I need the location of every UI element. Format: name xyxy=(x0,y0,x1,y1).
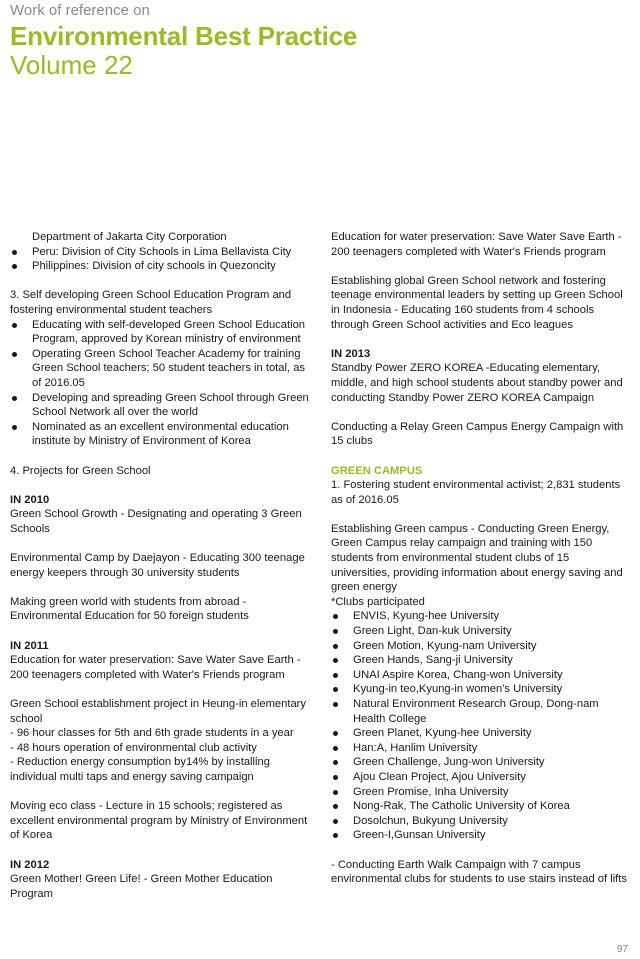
list-item: Educating with self-developed Green School Education Program, approved by Korean ministry of environment xyxy=(10,318,312,347)
list-item: Peru: Division of City Schools in Lima Bellavista City xyxy=(10,245,312,260)
list-item: Nominated as an excellent environmental education institute by Ministry of Environment of Korea xyxy=(10,420,312,449)
paragraph: Environmental Camp by Daejayon - Educating 300 teenage energy keepers through 30 university students xyxy=(10,552,305,579)
header-title: Environmental Best Practice xyxy=(10,21,358,51)
list-item: Kyung-in teo,Kyung-in women's University xyxy=(331,682,631,697)
paragraph-line: - 96 hour classes for 5th and 6th grade students in a year xyxy=(10,727,294,740)
paragraph-line: - Reduction energy consumption by14% by installing individual multi taps and energy saving campaign xyxy=(10,756,270,783)
list-item: ENVIS, Kyung-hee University xyxy=(331,609,631,624)
paragraph: Green School establishment project in Heung-in elementary school xyxy=(10,698,307,725)
paragraph: 1. Fostering student environmental activist; 2,831 students as of 2016.05 xyxy=(331,479,621,506)
year-2013-heading: IN 2013 xyxy=(331,347,371,360)
left-column xyxy=(10,230,312,901)
country-list xyxy=(10,245,312,274)
header-pretitle: Work of reference on xyxy=(10,2,150,19)
paragraph-line: - 48 hours operation of environmental club activity xyxy=(10,741,257,754)
paragraph: Establishing global Green School network and fostering teenage environmental leaders by setting up Green School in Indonesia - Educating 160 students from 4 schools through Green School activities and Eco leagues xyxy=(331,274,623,331)
clubs-label: *Clubs participated xyxy=(331,595,425,608)
paragraph: Conducting a Relay Green Campus Energy Campaign with 15 clubs xyxy=(331,420,624,448)
paragraph: Moving eco class - Lecture in 15 schools; registered as excellent environmental program by Ministry of Environment of Korea xyxy=(10,800,308,842)
list-item: Developing and spreading Green School through Green School Network all over the world xyxy=(10,391,312,420)
list-item: Green Challenge, Jung-won University xyxy=(331,755,631,770)
list-item: Ajou Clean Project, Ajou University xyxy=(331,770,631,785)
list-item: Green-I,Gunsan University xyxy=(331,828,631,843)
page-header xyxy=(10,2,357,80)
paragraph: Green School Growth - Designating and operating 3 Green Schools xyxy=(10,508,302,535)
list-item: Green Planet, Kyung-hee University xyxy=(331,726,631,741)
continued-text: Department of Jakarta City Corporation xyxy=(32,231,227,243)
green-campus-heading: GREEN CAMPUS xyxy=(331,464,423,477)
list-item: Nong-Rak, The Catholic University of Korea xyxy=(331,799,631,814)
list-item: Philippines: Division of city schools in Quezoncity xyxy=(10,259,312,274)
list-item: Green Motion, Kyung-nam University xyxy=(331,639,631,654)
paragraph: Education for water preservation: Save Water Save Earth - 200 teenagers completed with Water's Friends program xyxy=(10,654,301,681)
section-3-list xyxy=(10,318,312,449)
list-item: Natural Environment Research Group, Dong-nam Health College xyxy=(331,697,631,726)
list-item: Han:A, Hanlim University xyxy=(331,741,631,756)
paragraph: Making green world with students from abroad - Environmental Education for 50 foreign students xyxy=(10,595,249,623)
paragraph: Standby Power ZERO KOREA -Educating elementary, middle, and high school students about standby power and conducting Standby Power ZERO KOREA Campaign xyxy=(331,362,623,404)
year-2012-heading: IN 2012 xyxy=(10,858,50,871)
list-item: Green Promise, Inha University xyxy=(331,785,631,800)
paragraph: Establishing Green campus - Conducting Green Energy, Green Campus relay campaign and training with 150 students from environmental student clubs of 15 universities, providing information about energy saving and green energy xyxy=(331,522,623,594)
year-2011-heading: IN 2011 xyxy=(10,639,49,652)
list-item: UNAI Aspire Korea, Chang-won University xyxy=(331,668,631,683)
paragraph: - Conducting Earth Walk Campaign with 7 campus environmental clubs for students to use stairs instead of lifts xyxy=(331,858,627,886)
clubs-list xyxy=(331,609,631,843)
page-number: 97 xyxy=(616,944,628,955)
list-item: Operating Green School Teacher Academy for training Green School teachers; 50 student teachers in total, as of 2016.05 xyxy=(10,347,312,391)
section-4-heading: 4. Projects for Green School xyxy=(10,464,151,477)
paragraph: Education for water preservation: Save Water Save Earth - 200 teenagers completed with Water's Friends program xyxy=(331,231,622,258)
section-3-heading: 3. Self developing Green School Education Program and fostering environmental student teachers xyxy=(10,289,292,316)
list-item: Dosolchun, Bukyung University xyxy=(331,814,631,829)
list-item: Green Light, Dan-kuk University xyxy=(331,624,631,639)
list-item: Green Hands, Sang-ji University xyxy=(331,653,631,668)
paragraph: Green Mother! Green Life! - Green Mother Education Program xyxy=(10,873,273,900)
header-volume: Volume 22 xyxy=(10,50,133,80)
year-2010-heading: IN 2010 xyxy=(10,493,50,506)
right-column xyxy=(331,230,631,887)
